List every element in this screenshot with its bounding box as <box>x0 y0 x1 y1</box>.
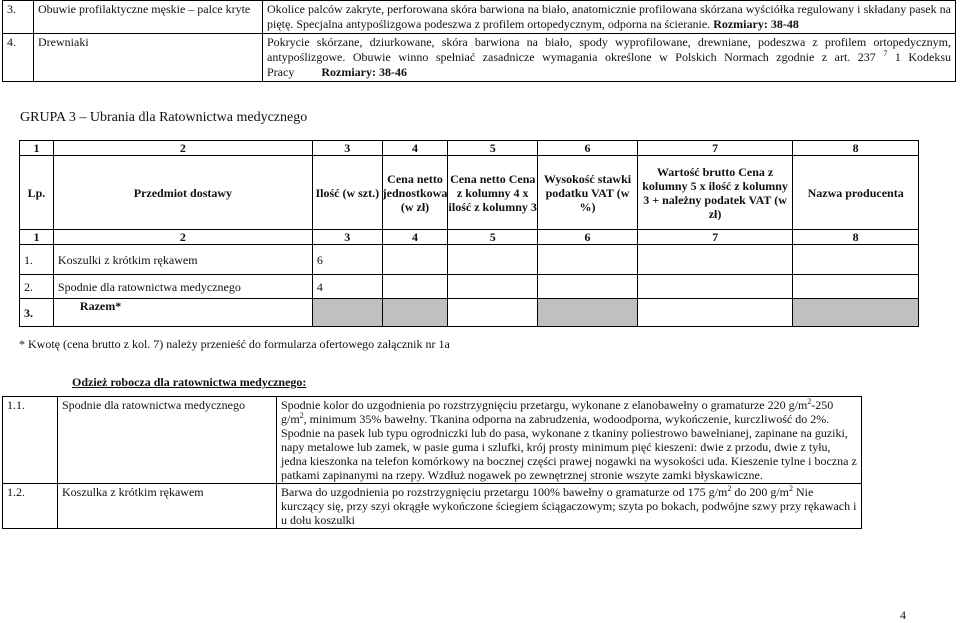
row-item: Razem* <box>53 299 312 327</box>
header-qty: Ilość (w szt.) <box>312 156 382 230</box>
empty-cell <box>637 299 792 327</box>
workwear-table <box>2 396 862 529</box>
header-row <box>20 156 919 230</box>
empty-cell <box>793 275 919 299</box>
description-text: do 200 g/m <box>731 485 789 499</box>
col-number: 7 <box>637 230 792 245</box>
superscript: 2 <box>299 411 304 420</box>
header-lp: Lp. <box>20 156 54 230</box>
col-number: 5 <box>448 230 538 245</box>
shaded-cell <box>312 299 382 327</box>
col-number: 4 <box>382 230 448 245</box>
sizes-text: Rozmiary: 38-48 <box>713 17 799 31</box>
table-row <box>3 484 862 529</box>
empty-cell <box>382 275 448 299</box>
description-text: Spodnie kolor do uzgodnienia po rozstrzygnięciu przetargu, wykonane z elanobawełny o gramaturze 220 g/m <box>281 398 808 412</box>
row-lp: 3. <box>20 299 54 327</box>
description-text: Pokrycie skórzane, dziurkowane, skóra barwiona na biało, spody wyprofilowane, drewniane, podeszwa z profilem ortopedycznym, antypoślizgowe. Obuwie winno spełniać zasadnicze wymagania określone w Polskich Normach zgodnie z art. 237 <box>267 35 951 64</box>
table-row <box>3 397 862 484</box>
empty-cell <box>448 245 538 275</box>
order-table <box>19 140 919 327</box>
col-number: 2 <box>53 230 312 245</box>
col-number: 6 <box>538 141 638 156</box>
item-name: Koszulka z krótkim rękawem <box>58 484 277 529</box>
col-number: 5 <box>448 141 538 156</box>
column-number-row <box>20 141 919 156</box>
empty-cell <box>448 275 538 299</box>
superscript: 2 <box>807 397 812 406</box>
description-text: -250 g/m <box>281 398 834 426</box>
empty-cell <box>448 299 538 327</box>
superscript: 7 <box>883 49 888 58</box>
group-heading: GRUPA 3 – Ubrania dla Ratownictwa medycznego <box>20 110 308 125</box>
header-net-total: Cena netto Cena z kolumny 4 x ilość z kolumny 3 <box>448 156 538 230</box>
empty-cell <box>382 245 448 275</box>
row-item: Koszulki z krótkim rękawem <box>53 245 312 275</box>
empty-cell <box>538 245 638 275</box>
superscript: 2 <box>727 484 732 493</box>
shaded-cell <box>382 299 448 327</box>
row-number: 1.1. <box>3 397 58 484</box>
row-number: 3. <box>3 1 34 34</box>
item-description <box>277 397 862 484</box>
row-qty: 6 <box>312 245 382 275</box>
header-unit-price: Cena netto jednostkowa (w zł) <box>382 156 448 230</box>
table-row <box>20 275 919 299</box>
description-paragraph: Spodnie na pasek lub typu ogrodniczki lub do pasa, wykonane z tkaniny poliestrowo bawełnianej, zapinane na guziki, napy metalowe lub zamek, w pasie guma i szlufki, krój prosty minimum pięć kieszeni: dwie z przodu, dwie z tyłu, jedna kieszonka na telefon komórkowy na bocznej części prawej nogawki na wysokości uda. Kieszenie tylne i boczna z patkami zapinanymi na rzepy. Wzdłuż nogawek po zewnętrznej stronie wszyte zamki błyskawiczne. <box>281 426 857 482</box>
col-number: 8 <box>793 141 919 156</box>
empty-cell <box>637 245 792 275</box>
item-name: Drewniaki <box>34 34 263 82</box>
item-description <box>263 34 956 82</box>
table-row <box>3 34 956 82</box>
sizes-text: Rozmiary: 38-46 <box>321 65 407 79</box>
header-item: Przedmiot dostawy <box>53 156 312 230</box>
table-row <box>3 1 956 34</box>
col-number: 2 <box>53 141 312 156</box>
table-row <box>20 245 919 275</box>
description-text: , minimum 35% bawełny. Tkanina odporna na zabrudzenia, wodoodporna, wykończenie, kurczliwość do 2%. <box>303 412 830 426</box>
shoe-table <box>2 0 956 82</box>
description-text: Barwa do uzgodnienia po rozstrzygnięciu przetargu 100% bawełny o gramaturze od 175 g/m <box>281 485 728 499</box>
item-description <box>277 484 862 529</box>
row-item: Spodnie dla ratownictwa medycznego <box>53 275 312 299</box>
col-number: 1 <box>20 141 54 156</box>
col-number: 3 <box>312 230 382 245</box>
col-number: 6 <box>538 230 638 245</box>
col-number: 4 <box>382 141 448 156</box>
header-gross: Wartość brutto Cena z kolumny 5 x ilość z kolumny 3 + należny podatek VAT (w zł) <box>637 156 792 230</box>
col-number: 8 <box>793 230 919 245</box>
page-number: 4 <box>900 608 906 622</box>
total-row <box>20 299 919 327</box>
row-lp: 2. <box>20 275 54 299</box>
row-number: 1.2. <box>3 484 58 529</box>
shaded-cell <box>538 299 638 327</box>
row-qty: 4 <box>312 275 382 299</box>
header-producer: Nazwa producenta <box>793 156 919 230</box>
empty-cell <box>793 245 919 275</box>
description-text: Okolice palców zakryte, perforowana skóra barwiona na biało, anatomicznie profilowana skórzana wyściółka regulowany i składany pasek na piętę. Specjalna antypoślizgowa podeszwa z profilem ortopedycznym, odporna na ścieranie. <box>267 2 951 31</box>
description-tail: 1 Kodeksu Pracy <box>267 50 952 79</box>
superscript: 2 <box>788 484 793 493</box>
empty-cell <box>538 275 638 299</box>
item-description <box>263 1 956 34</box>
shaded-cell <box>793 299 919 327</box>
footnote: * Kwotę (cena brutto z kol. 7) należy przenieść do formularza ofertowego załącznik nr 1a <box>19 337 450 351</box>
item-name: Spodnie dla ratownictwa medycznego <box>58 397 277 484</box>
column-number-row <box>20 230 919 245</box>
description-text: Nie kurczący się, przy szyi okrągłe wykończone ściegiem ściągaczowym; szyta po bokach, podwójne szwy przy rękawach i u dołu koszulki <box>281 485 857 527</box>
row-number: 4. <box>3 34 34 82</box>
item-name: Obuwie profilaktyczne męskie – palce kryte <box>34 1 263 34</box>
row-lp: 1. <box>20 245 54 275</box>
col-number: 3 <box>312 141 382 156</box>
col-number: 7 <box>637 141 792 156</box>
workwear-heading: Odzież robocza dla ratownictwa medycznego: <box>72 375 307 389</box>
empty-cell <box>637 275 792 299</box>
col-number: 1 <box>20 230 54 245</box>
header-vat: Wysokość stawki podatku VAT (w %) <box>538 156 638 230</box>
